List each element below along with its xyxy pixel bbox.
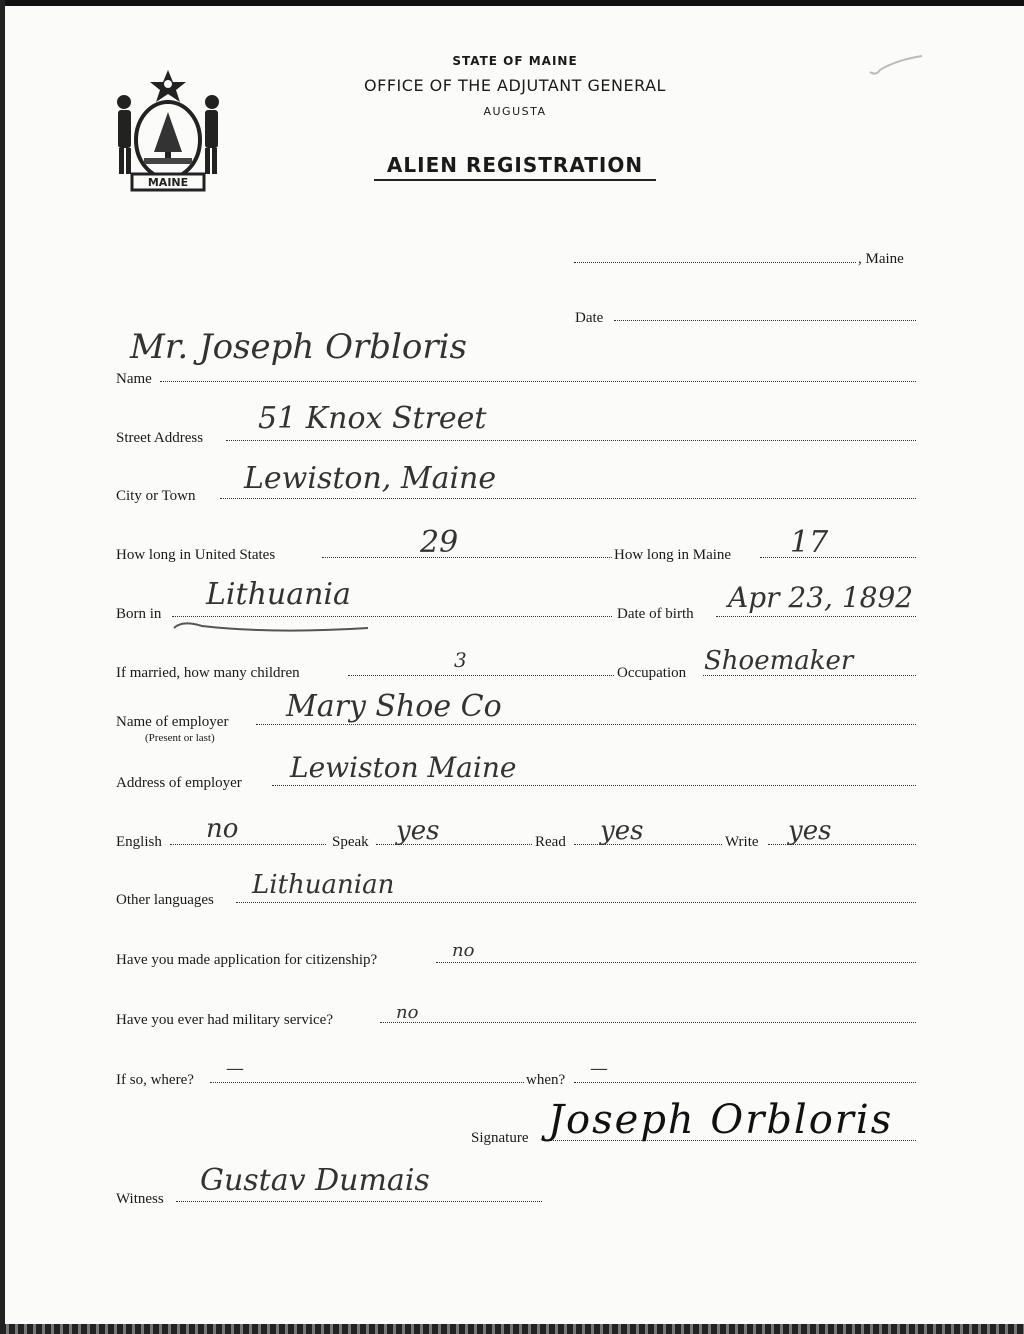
read-label: Read <box>535 834 566 850</box>
born-in-label: Born in <box>116 606 162 622</box>
scan-border-top <box>0 0 1024 6</box>
where-value: — <box>226 1058 244 1079</box>
citizenship-label: Have you made application for citizenship? <box>116 952 378 968</box>
read-value: yes <box>600 816 644 846</box>
speak-label: Speak <box>332 834 369 850</box>
city-field[interactable] <box>220 498 916 499</box>
when-field[interactable] <box>574 1082 916 1083</box>
date-of-birth-value: Apr 23, 1892 <box>728 581 914 614</box>
city-label: City or Town <box>116 488 196 504</box>
signature-label: Signature <box>471 1130 529 1146</box>
where-label: If so, where? <box>116 1072 194 1088</box>
date-of-birth-field[interactable] <box>716 616 916 617</box>
other-languages-field[interactable] <box>236 902 916 903</box>
date-field[interactable] <box>614 320 916 321</box>
maine-label: , Maine <box>858 251 904 267</box>
town-field[interactable] <box>574 262 856 263</box>
name-label: Name <box>116 371 152 387</box>
seal-label: MAINE <box>147 176 189 189</box>
how-long-maine-field[interactable] <box>760 557 916 558</box>
city-value: Lewiston, Maine <box>244 461 497 496</box>
where-field[interactable] <box>210 1082 524 1083</box>
employer-address-value: Lewiston Maine <box>290 751 517 784</box>
employer-label: Name of employer <box>116 714 229 730</box>
form-title: ALIEN REGISTRATION <box>386 153 644 177</box>
witness-value: Gustav Dumais <box>200 1163 430 1198</box>
employer-address-label: Address of employer <box>116 775 242 791</box>
children-field[interactable] <box>348 675 614 676</box>
witness-label: Witness <box>116 1191 164 1207</box>
signature-value: Joseph Orbloris <box>548 1097 894 1143</box>
military-label: Have you ever had military service? <box>116 1012 333 1028</box>
employer-address-field[interactable] <box>272 785 916 786</box>
write-value: yes <box>788 816 832 846</box>
date-of-birth-label: Date of birth <box>617 606 694 622</box>
citizenship-field[interactable] <box>436 962 916 963</box>
scan-border-bottom <box>0 1324 1024 1334</box>
name-value: Mr. Joseph Orbloris <box>130 327 467 367</box>
witness-field[interactable] <box>176 1201 542 1202</box>
how-long-us-field[interactable] <box>322 557 612 558</box>
children-label: If married, how many children <box>116 665 300 681</box>
military-field[interactable] <box>380 1022 916 1023</box>
when-value: — <box>590 1058 608 1079</box>
how-long-maine-value: 17 <box>790 525 829 560</box>
name-field[interactable] <box>160 381 916 382</box>
title-underline <box>374 179 656 181</box>
born-in-value: Lithuania <box>206 577 351 612</box>
born-in-field[interactable] <box>172 616 612 617</box>
occupation-label: Occupation <box>617 665 687 681</box>
other-languages-label: Other languages <box>116 892 214 908</box>
street-label: Street Address <box>116 430 204 446</box>
employer-sublabel: (Present or last) <box>145 732 215 744</box>
english-label: English <box>116 834 162 850</box>
how-long-us-label: How long in United States <box>116 547 276 563</box>
check-mark-icon <box>866 52 926 82</box>
write-label: Write <box>725 834 759 850</box>
read-field[interactable] <box>574 844 722 845</box>
employer-value: Mary Shoe Co <box>286 689 502 724</box>
underline-flourish <box>172 618 372 638</box>
when-label: when? <box>526 1072 566 1088</box>
occupation-value: Shoemaker <box>704 646 854 676</box>
how-long-maine-label: How long in Maine <box>614 547 732 563</box>
other-languages-value: Lithuanian <box>252 870 395 900</box>
state-seal-icon <box>110 66 226 194</box>
street-field[interactable] <box>226 440 916 441</box>
header-city: AUGUSTA <box>483 105 547 118</box>
children-value: 3 <box>454 648 467 672</box>
employer-field[interactable] <box>256 724 916 725</box>
date-label: Date <box>575 310 604 326</box>
header-office: OFFICE OF THE ADJUTANT GENERAL <box>364 76 666 95</box>
military-value: no <box>396 1002 419 1023</box>
english-value: no <box>206 814 239 844</box>
english-field[interactable] <box>170 844 326 845</box>
speak-value: yes <box>396 816 440 846</box>
how-long-us-value: 29 <box>420 525 459 560</box>
citizenship-value: no <box>452 940 475 961</box>
header-state: STATE OF MAINE <box>452 54 578 68</box>
street-value: 51 Knox Street <box>258 401 487 436</box>
scan-border-left <box>0 0 5 1334</box>
